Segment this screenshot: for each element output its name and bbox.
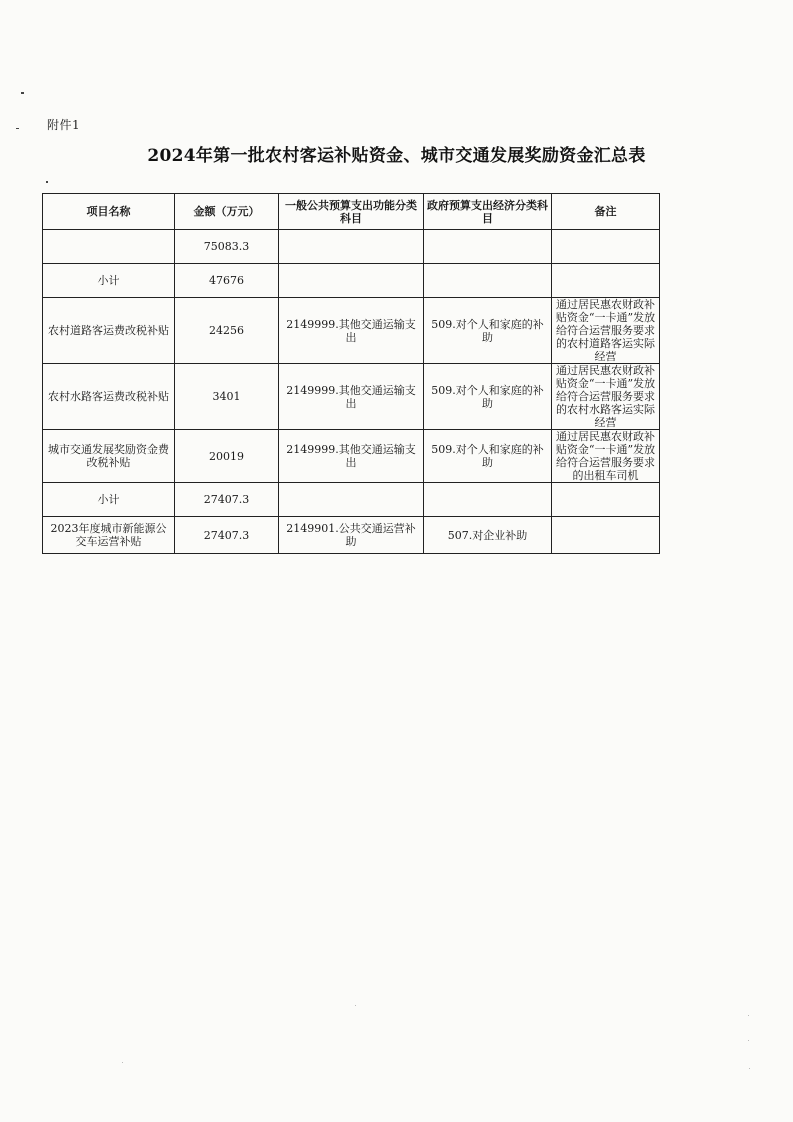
cell-function-class: 2149999.其他交通运输支出 — [279, 430, 424, 483]
cell-economic-class: 507.对企业补助 — [424, 517, 552, 554]
funding-summary-table — [42, 193, 660, 554]
cell-project-name: 小计 — [43, 264, 175, 298]
scan-speck — [122, 1062, 123, 1063]
cell-remarks: 通过居民惠农财政补贴资金“一卡通”发放给符合运营服务要求的农村水路客运实际经营 — [552, 364, 660, 430]
cell-function-class: 2149901.公共交通运营补助 — [279, 517, 424, 554]
cell-remarks — [552, 517, 660, 554]
cell-amount: 24256 — [175, 298, 279, 364]
cell-project-name: 小计 — [43, 483, 175, 517]
scan-speck — [748, 1015, 749, 1016]
cell-project-name — [43, 230, 175, 264]
cell-remarks: 通过居民惠农财政补贴资金“一卡通”发放给符合运营服务要求的出租车司机 — [552, 430, 660, 483]
cell-economic-class: 509.对个人和家庭的补助 — [424, 430, 552, 483]
cell-economic-class — [424, 264, 552, 298]
cell-project-name: 城市交通发展奖励资金费改税补贴 — [43, 430, 175, 483]
scan-speck — [748, 1040, 749, 1041]
table-row — [43, 430, 660, 483]
table-row-total — [43, 230, 660, 264]
cell-function-class: 2149999.其他交通运输支出 — [279, 298, 424, 364]
cell-remarks: 通过居民惠农财政补贴资金“一卡通”发放给符合运营服务要求的农村道路客运实际经营 — [552, 298, 660, 364]
scan-mark — [16, 128, 19, 129]
cell-economic-class: 509.对个人和家庭的补助 — [424, 298, 552, 364]
table-row-subtotal — [43, 264, 660, 298]
cell-project-name: 农村道路客运费改税补贴 — [43, 298, 175, 364]
header-amount: 金额（万元） — [175, 194, 279, 230]
header-economic-class: 政府预算支出经济分类科目 — [424, 194, 552, 230]
table-row — [43, 364, 660, 430]
cell-amount: 27407.3 — [175, 517, 279, 554]
header-function-class: 一般公共预算支出功能分类科目 — [279, 194, 424, 230]
cell-function-class: 2149999.其他交通运输支出 — [279, 364, 424, 430]
table-header-row — [43, 194, 660, 230]
cell-function-class — [279, 264, 424, 298]
cell-amount: 20019 — [175, 430, 279, 483]
cell-function-class — [279, 230, 424, 264]
cell-remarks — [552, 483, 660, 517]
header-remarks: 备注 — [552, 194, 660, 230]
document-title: 2024年第一批农村客运补贴资金、城市交通发展奖励资金汇总表 — [147, 146, 646, 166]
table-row — [43, 298, 660, 364]
cell-amount: 75083.3 — [175, 230, 279, 264]
scan-speck — [749, 1068, 750, 1069]
header-project-name: 项目名称 — [43, 194, 175, 230]
scan-mark — [46, 181, 48, 183]
cell-function-class — [279, 483, 424, 517]
cell-remarks — [552, 230, 660, 264]
cell-amount: 3401 — [175, 364, 279, 430]
cell-economic-class: 509.对个人和家庭的补助 — [424, 364, 552, 430]
scan-speck — [355, 1005, 356, 1006]
cell-amount: 47676 — [175, 264, 279, 298]
cell-project-name: 农村水路客运费改税补贴 — [43, 364, 175, 430]
cell-economic-class — [424, 230, 552, 264]
cell-economic-class — [424, 483, 552, 517]
table-row — [43, 517, 660, 554]
attachment-label: 附件1 — [47, 118, 81, 132]
cell-remarks — [552, 264, 660, 298]
scan-mark — [21, 92, 24, 94]
cell-amount: 27407.3 — [175, 483, 279, 517]
table-row-subtotal — [43, 483, 660, 517]
cell-project-name: 2023年度城市新能源公交车运营补贴 — [43, 517, 175, 554]
